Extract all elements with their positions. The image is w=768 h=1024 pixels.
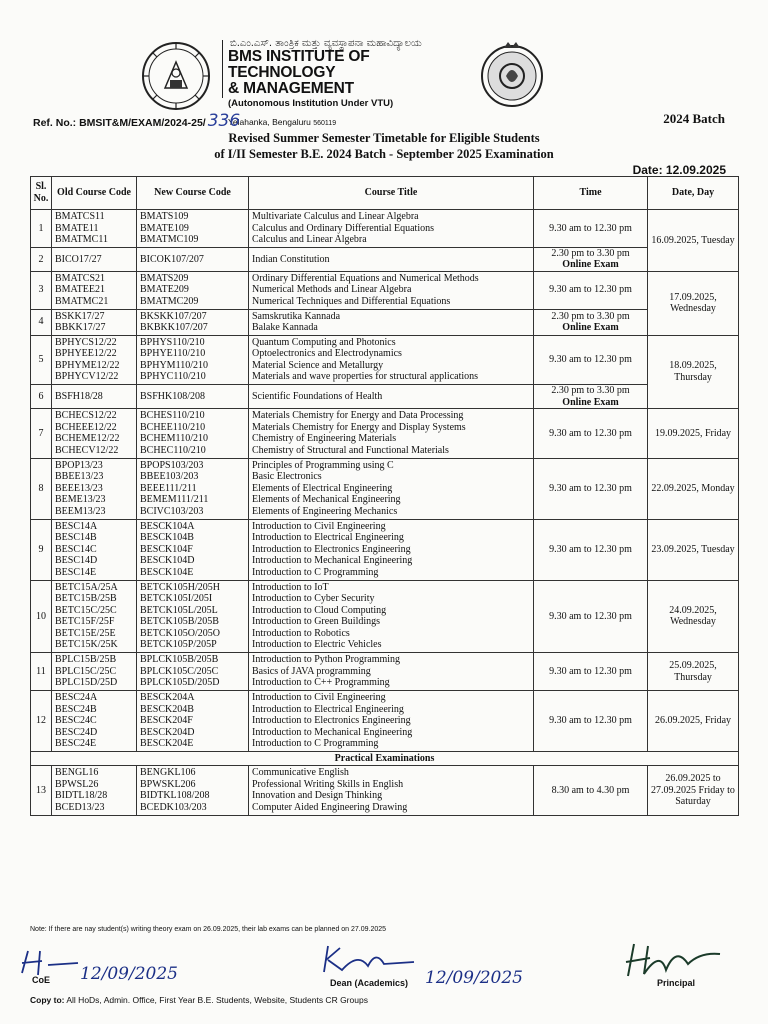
course-titles-line: Professional Writing Skills in English bbox=[252, 778, 404, 790]
new-course-codes-line: BETCK105H/205H bbox=[140, 581, 220, 593]
course-titles bbox=[249, 409, 534, 458]
new-course-codes-line: BMATMC209 bbox=[140, 295, 199, 307]
old-course-codes bbox=[52, 271, 137, 309]
old-course-codes-line: BPWSL26 bbox=[55, 778, 99, 790]
table-row bbox=[31, 247, 739, 271]
new-course-codes-line: BCHEM110/210 bbox=[140, 433, 208, 445]
old-course-codes-line: BCHEME12/22 bbox=[55, 433, 120, 445]
old-course-codes bbox=[52, 519, 137, 580]
new-course-codes-line: BPOPS103/203 bbox=[140, 459, 204, 471]
serial-number: 5 bbox=[31, 335, 52, 384]
old-course-codes bbox=[52, 653, 137, 691]
course-titles-line: Introduction to C Programming bbox=[252, 566, 379, 578]
new-course-codes-line: BPLCK105C/205C bbox=[140, 665, 219, 677]
course-titles-line: Introduction to Electrical Engineering bbox=[252, 703, 404, 715]
old-course-codes-line: BCED13/23 bbox=[55, 801, 105, 813]
old-course-codes bbox=[52, 580, 137, 653]
new-course-codes-line: BCHEE110/210 bbox=[140, 421, 206, 433]
course-titles-line: Introduction to IoT bbox=[252, 581, 329, 593]
new-course-codes-line: BESCK104A bbox=[140, 520, 195, 532]
principal-label: Principal bbox=[657, 978, 696, 988]
coe-label: CoE bbox=[32, 975, 50, 985]
old-course-codes-line: BETC15C/25C bbox=[55, 604, 117, 616]
exam-time-range: 2.30 pm to 3.30 pm bbox=[551, 247, 630, 259]
course-titles-line: Introduction to Electronics Engineering bbox=[252, 715, 411, 727]
old-course-codes-line: BPHYEE12/22 bbox=[55, 348, 117, 360]
pincode: 560119 bbox=[313, 120, 337, 127]
new-course-codes-line: BPLCK105B/205B bbox=[140, 654, 219, 666]
practical-heading-row bbox=[31, 751, 739, 765]
course-titles-line: Materials Chemistry for Energy and Display Systems bbox=[252, 421, 466, 433]
old-course-codes bbox=[52, 690, 137, 751]
serial-number: 3 bbox=[31, 271, 52, 309]
copy-to: Copy to: All HoDs, Admin. Office, First Year B.E. Students, Website, Students CR Groups bbox=[30, 995, 368, 1005]
new-course-codes bbox=[137, 765, 249, 815]
new-course-codes-line: BESCK104F bbox=[140, 543, 193, 555]
old-course-codes bbox=[52, 335, 137, 384]
new-course-codes-line: BCIVC103/203 bbox=[140, 505, 204, 517]
serial-number: 2 bbox=[31, 247, 52, 271]
course-titles-line: Computer Aided Engineering Drawing bbox=[252, 801, 408, 813]
course-titles-line: Balake Kannada bbox=[252, 322, 318, 334]
new-course-codes-line: BESCK204A bbox=[140, 692, 195, 704]
exam-date-day: 22.09.2025, Monday bbox=[648, 458, 739, 519]
old-course-codes bbox=[52, 210, 137, 248]
course-titles-line: Introduction to C++ Programming bbox=[252, 677, 390, 689]
exam-date-day: 18.09.2025, Thursday bbox=[648, 335, 739, 408]
serial-number: 6 bbox=[31, 385, 52, 409]
coe-signature-icon bbox=[18, 945, 88, 979]
course-titles bbox=[249, 765, 534, 815]
old-course-codes-line: BENGL16 bbox=[55, 767, 99, 779]
title-line-2: of I/II Semester B.E. 2024 Batch - September 2025 Examination bbox=[214, 147, 554, 161]
new-course-codes-line: BPHYC110/210 bbox=[140, 371, 206, 383]
old-course-codes bbox=[52, 458, 137, 519]
course-titles bbox=[249, 335, 534, 384]
new-course-codes bbox=[137, 580, 249, 653]
practical-heading: Practical Examinations bbox=[31, 751, 739, 765]
new-course-codes bbox=[137, 335, 249, 384]
institute-header bbox=[228, 38, 478, 127]
old-course-codes-line: BEEM13/23 bbox=[55, 505, 106, 517]
old-course-codes bbox=[52, 247, 137, 271]
course-titles-line: Elements of Mechanical Engineering bbox=[252, 494, 401, 506]
course-titles-line: Numerical Methods and Linear Algebra bbox=[252, 284, 412, 296]
new-course-codes bbox=[137, 309, 249, 335]
course-titles-line: Introduction to Electrical Engineering bbox=[252, 532, 404, 544]
course-titles bbox=[249, 690, 534, 751]
course-titles bbox=[249, 653, 534, 691]
new-course-codes-line: BESCK204F bbox=[140, 715, 193, 727]
old-course-codes-line: BCHECV12/22 bbox=[55, 444, 119, 456]
course-titles-line: Principles of Programming using C bbox=[252, 459, 394, 471]
course-titles bbox=[249, 519, 534, 580]
old-course-codes-line: BESC14A bbox=[55, 520, 98, 532]
course-titles-line: Chemistry of Engineering Materials bbox=[252, 433, 397, 445]
course-titles-line: Introduction to Robotics bbox=[252, 627, 350, 639]
old-course-codes-line: BESC24C bbox=[55, 715, 97, 727]
new-course-codes bbox=[137, 247, 249, 271]
new-course-codes-line: BCHEC110/210 bbox=[140, 444, 206, 456]
old-course-codes-line: BSFH18/28 bbox=[55, 390, 103, 402]
old-course-codes-line: BESC14C bbox=[55, 543, 97, 555]
table-header-row bbox=[31, 177, 739, 210]
exam-time: 8.30 am to 4.30 pm bbox=[534, 765, 648, 815]
course-titles-line: Optoelectronics and Electrodynamics bbox=[252, 348, 402, 360]
new-course-codes-line: BSFHK108/208 bbox=[140, 390, 206, 402]
exam-time: 9.30 am to 12.30 pm bbox=[534, 653, 648, 691]
old-course-codes-line: BPHYCS12/22 bbox=[55, 336, 117, 348]
old-course-codes-line: BMATEE21 bbox=[55, 284, 105, 296]
old-course-codes-line: BESC14D bbox=[55, 555, 98, 567]
exam-date-day: 24.09.2025, Wednesday bbox=[648, 580, 739, 653]
course-titles-line: Introduction to Electronics Engineering bbox=[252, 543, 411, 555]
new-course-codes bbox=[137, 409, 249, 458]
table-row bbox=[31, 519, 739, 580]
old-course-codes-line: BESC14B bbox=[55, 532, 97, 544]
course-titles bbox=[249, 580, 534, 653]
course-titles-line: Quantum Computing and Photonics bbox=[252, 336, 396, 348]
course-titles-line: Materials Chemistry for Energy and Data Processing bbox=[252, 410, 464, 422]
header-sl: Sl. No. bbox=[31, 177, 52, 210]
old-course-codes-line: BESC24A bbox=[55, 692, 98, 704]
serial-number: 11 bbox=[31, 653, 52, 691]
course-titles bbox=[249, 210, 534, 248]
new-course-codes-line: BETCK105B/205B bbox=[140, 616, 219, 628]
institute-subtitle: (Autonomous Institution Under VTU) bbox=[228, 98, 394, 109]
course-titles-line: Introduction to Mechanical Engineering bbox=[252, 726, 413, 738]
serial-number: 1 bbox=[31, 210, 52, 248]
course-titles-line: Introduction to Civil Engineering bbox=[252, 692, 386, 704]
new-course-codes bbox=[137, 385, 249, 409]
header-new-code: New Course Code bbox=[137, 177, 249, 210]
old-course-codes-line: BPLC15C/25C bbox=[55, 665, 117, 677]
new-course-codes-line: BKSKK107/207 bbox=[140, 310, 207, 322]
course-titles-line: Introduction to C Programming bbox=[252, 738, 379, 750]
course-titles-line: Basic Electronics bbox=[252, 471, 322, 483]
new-course-codes-line: BPHYS110/210 bbox=[140, 336, 205, 348]
table-row bbox=[31, 690, 739, 751]
header-old-code: Old Course Code bbox=[52, 177, 137, 210]
header-divider bbox=[222, 40, 223, 98]
institute-address: Yelahanka, Bengaluru 560119 bbox=[228, 117, 337, 127]
document-title bbox=[0, 130, 768, 162]
course-titles-line: Material Science and Metallurgy bbox=[252, 359, 384, 371]
old-course-codes-line: BETC15B/25B bbox=[55, 593, 117, 605]
course-titles bbox=[249, 385, 534, 409]
old-course-codes bbox=[52, 409, 137, 458]
new-course-codes-line: BCEDK103/203 bbox=[140, 801, 207, 813]
timetable-body bbox=[31, 210, 739, 816]
new-course-codes bbox=[137, 210, 249, 248]
old-course-codes-line: BPOP13/23 bbox=[55, 459, 103, 471]
course-titles-line: Calculus and Linear Algebra bbox=[252, 234, 367, 246]
old-course-codes-line: BMATCS11 bbox=[55, 211, 105, 223]
new-course-codes-line: BETCK105P/205P bbox=[140, 639, 217, 651]
serial-number: 12 bbox=[31, 690, 52, 751]
exam-date-day: 26.09.2025 to 27.09.2025 Friday to Saturday bbox=[648, 765, 739, 815]
course-titles-line: Scientific Foundations of Health bbox=[252, 390, 383, 402]
new-course-codes-line: BMATS209 bbox=[140, 272, 189, 284]
new-course-codes-line: BCHES110/210 bbox=[140, 410, 205, 422]
new-course-codes-line: BPWSKL206 bbox=[140, 778, 196, 790]
table-row bbox=[31, 409, 739, 458]
old-course-codes-line: BPLC15D/25D bbox=[55, 677, 118, 689]
old-course-codes-line: BETC15E/25E bbox=[55, 627, 116, 639]
handwritten-ref-number: 336 bbox=[207, 111, 241, 131]
course-titles-line: Introduction to Cyber Security bbox=[252, 593, 375, 605]
old-course-codes-line: BCHEEE12/22 bbox=[55, 421, 117, 433]
old-course-codes-line: BESC24B bbox=[55, 703, 97, 715]
course-titles-line: Calculus and Ordinary Differential Equations bbox=[252, 222, 434, 234]
document-date: Date: 12.09.2025 bbox=[632, 163, 726, 177]
course-titles-line: Introduction to Python Programming bbox=[252, 654, 401, 666]
coe-signature-date: 12/09/2025 bbox=[80, 964, 178, 984]
course-titles-line: Chemistry of Structural and Functional Materials bbox=[252, 444, 449, 456]
old-course-codes-line: BEEE13/23 bbox=[55, 482, 103, 494]
old-course-codes-line: BETC15K/25K bbox=[55, 639, 118, 651]
new-course-codes-line: BESCK204E bbox=[140, 738, 194, 750]
course-titles-line: Introduction to Green Buildings bbox=[252, 616, 381, 628]
dean-signature-date: 12/09/2025 bbox=[425, 968, 523, 988]
old-course-codes-line: BBEE13/23 bbox=[55, 471, 104, 483]
online-exam-label: Online Exam bbox=[562, 322, 619, 334]
exam-time: 9.30 am to 12.30 pm bbox=[534, 409, 648, 458]
new-course-codes-line: BICOK107/207 bbox=[140, 253, 204, 265]
header-course-title: Course Title bbox=[249, 177, 534, 210]
old-course-codes-line: BETC15F/25F bbox=[55, 616, 115, 628]
new-course-codes-line: BMATS109 bbox=[140, 211, 189, 223]
old-course-codes-line: BPHYCV12/22 bbox=[55, 371, 119, 383]
course-titles bbox=[249, 309, 534, 335]
exam-time: 9.30 am to 12.30 pm bbox=[534, 580, 648, 653]
title-line-1: Revised Summer Semester Timetable for Eligible Students bbox=[228, 131, 540, 145]
old-course-codes-line: BMATMC21 bbox=[55, 295, 109, 307]
new-course-codes-line: BESCK104B bbox=[140, 532, 194, 544]
table-row bbox=[31, 210, 739, 248]
footer-note: Note: If there are nay student(s) writing theory exam on 26.09.2025, their lab exams can be planned on 27.09.2025 bbox=[30, 926, 387, 933]
new-course-codes bbox=[137, 519, 249, 580]
old-course-codes-line: BIDTL18/28 bbox=[55, 790, 108, 802]
exam-date-day: 17.09.2025, Wednesday bbox=[648, 271, 739, 335]
course-titles-line: Basics of JAVA programming bbox=[252, 665, 371, 677]
new-course-codes-line: BPHYE110/210 bbox=[140, 348, 206, 360]
new-course-codes-line: BMATE109 bbox=[140, 222, 189, 234]
new-course-codes-line: BENGKL106 bbox=[140, 767, 196, 779]
old-course-codes-line: BCHECS12/22 bbox=[55, 410, 117, 422]
old-course-codes-line: BPHYME12/22 bbox=[55, 359, 120, 371]
new-course-codes bbox=[137, 271, 249, 309]
exam-date-day: 19.09.2025, Friday bbox=[648, 409, 739, 458]
old-course-codes-line: BMATMC11 bbox=[55, 234, 108, 246]
new-course-codes-line: BMATE209 bbox=[140, 284, 189, 296]
new-course-codes-line: BEMEM111/211 bbox=[140, 494, 209, 506]
course-titles-line: Elements of Electrical Engineering bbox=[252, 482, 393, 494]
header-time: Time bbox=[534, 177, 648, 210]
old-course-codes-line: BMATCS21 bbox=[55, 272, 106, 284]
old-course-codes-line: BESC24D bbox=[55, 726, 98, 738]
new-course-codes bbox=[137, 458, 249, 519]
exam-date-day: 26.09.2025, Friday bbox=[648, 690, 739, 751]
table-row bbox=[31, 385, 739, 409]
course-titles bbox=[249, 271, 534, 309]
course-titles-line: Introduction to Mechanical Engineering bbox=[252, 555, 413, 567]
new-course-codes-line: BESCK104D bbox=[140, 555, 195, 567]
new-course-codes-line: BPHYM110/210 bbox=[140, 359, 208, 371]
trust-emblem-icon bbox=[478, 38, 546, 110]
institute-name-kannada: ಬಿ.ಎಂ.ಎಸ್. ತಾಂತ್ರಿಕ ಮತ್ತು ವ್ಯವಸ್ಥಾಪನಾ ಮಹಾವಿದ್ಯಾಲಯ bbox=[230, 38, 422, 49]
exam-time: 9.30 am to 12.30 pm bbox=[534, 519, 648, 580]
old-course-codes-line: BEME13/23 bbox=[55, 494, 106, 506]
online-exam-label: Online Exam bbox=[562, 396, 619, 408]
table-row bbox=[31, 271, 739, 309]
course-titles bbox=[249, 247, 534, 271]
principal-signature-icon bbox=[620, 940, 730, 980]
course-titles-line: Introduction to Civil Engineering bbox=[252, 520, 386, 532]
serial-number: 8 bbox=[31, 458, 52, 519]
course-titles-line: Innovation and Design Thinking bbox=[252, 790, 383, 802]
table-row bbox=[31, 653, 739, 691]
exam-time: 9.30 am to 12.30 pm bbox=[534, 690, 648, 751]
dean-signature-icon bbox=[318, 942, 418, 976]
exam-time-range: 2.30 pm to 3.30 pm bbox=[551, 310, 630, 322]
institute-name-line2: & MANAGEMENT bbox=[228, 80, 354, 97]
new-course-codes-line: BEEE111/211 bbox=[140, 482, 197, 494]
exam-time bbox=[534, 247, 648, 271]
old-course-codes-line: BMATE11 bbox=[55, 222, 99, 234]
course-titles-line: Introduction to Cloud Computing bbox=[252, 604, 387, 616]
exam-time bbox=[534, 309, 648, 335]
serial-number: 13 bbox=[31, 765, 52, 815]
bmsit-logo-icon bbox=[135, 40, 217, 112]
exam-time: 9.30 am to 12.30 pm bbox=[534, 271, 648, 309]
timetable-table bbox=[30, 176, 739, 816]
course-titles-line: Indian Constitution bbox=[252, 253, 330, 265]
exam-time-range: 2.30 pm to 3.30 pm bbox=[551, 385, 630, 397]
new-course-codes-line: BESCK204B bbox=[140, 703, 194, 715]
new-course-codes-line: BMATMC109 bbox=[140, 234, 199, 246]
new-course-codes-line: BESCK104E bbox=[140, 566, 194, 578]
exam-date-day: 25.09.2025, Thursday bbox=[648, 653, 739, 691]
serial-number: 10 bbox=[31, 580, 52, 653]
institute-name-line1: BMS INSTITUTE OF TECHNOLOGY bbox=[228, 48, 370, 81]
exam-time bbox=[534, 385, 648, 409]
old-course-codes-line: BICO17/27 bbox=[55, 253, 102, 265]
table-row bbox=[31, 580, 739, 653]
exam-time: 9.30 am to 12.30 pm bbox=[534, 458, 648, 519]
new-course-codes-line: BETCK105I/205I bbox=[140, 593, 213, 605]
batch-label: 2024 Batch bbox=[663, 111, 725, 126]
exam-time: 9.30 am to 12.30 pm bbox=[534, 210, 648, 248]
old-course-codes-line: BETC15A/25A bbox=[55, 581, 118, 593]
course-titles-line: Multivariate Calculus and Linear Algebra bbox=[252, 211, 419, 223]
table-row bbox=[31, 335, 739, 384]
table-row bbox=[31, 458, 739, 519]
old-course-codes-line: BBKK17/27 bbox=[55, 322, 106, 334]
new-course-codes-line: BETCK105L/205L bbox=[140, 604, 218, 616]
serial-number: 4 bbox=[31, 309, 52, 335]
exam-time: 9.30 am to 12.30 pm bbox=[534, 335, 648, 384]
new-course-codes-line: BESCK204D bbox=[140, 726, 195, 738]
course-titles-line: Materials and wave properties for structural applications bbox=[252, 371, 479, 383]
header-date-day: Date, Day bbox=[648, 177, 739, 210]
old-course-codes bbox=[52, 385, 137, 409]
serial-number: 9 bbox=[31, 519, 52, 580]
table-row bbox=[31, 765, 739, 815]
table-row bbox=[31, 309, 739, 335]
serial-number: 7 bbox=[31, 409, 52, 458]
course-titles-line: Elements of Engineering Mechanics bbox=[252, 505, 398, 517]
old-course-codes-line: BESC24E bbox=[55, 738, 97, 750]
exam-date-day: 23.09.2025, Tuesday bbox=[648, 519, 739, 580]
old-course-codes bbox=[52, 765, 137, 815]
new-course-codes bbox=[137, 653, 249, 691]
exam-date-day: 16.09.2025, Tuesday bbox=[648, 210, 739, 272]
new-course-codes-line: BETCK105O/205O bbox=[140, 627, 220, 639]
course-titles-line: Introduction to Electric Vehicles bbox=[252, 639, 382, 651]
course-titles-line: Ordinary Differential Equations and Numerical Methods bbox=[252, 272, 479, 284]
old-course-codes bbox=[52, 309, 137, 335]
old-course-codes-line: BSKK17/27 bbox=[55, 310, 105, 322]
course-titles-line: Communicative English bbox=[252, 767, 349, 779]
old-course-codes-line: BPLC15B/25B bbox=[55, 654, 117, 666]
course-titles-line: Numerical Techniques and Differential Equations bbox=[252, 295, 451, 307]
new-course-codes-line: BIDTKL108/208 bbox=[140, 790, 210, 802]
reference-number: Ref. No.: BMSIT&M/EXAM/2024-25/ 336 bbox=[33, 111, 241, 131]
old-course-codes-line: BESC14E bbox=[55, 566, 97, 578]
new-course-codes-line: BBEE103/203 bbox=[140, 471, 199, 483]
new-course-codes-line: BKBKK107/207 bbox=[140, 322, 208, 334]
dean-label: Dean (Academics) bbox=[330, 978, 409, 988]
new-course-codes-line: BPLCK105D/205D bbox=[140, 677, 220, 689]
course-titles bbox=[249, 458, 534, 519]
online-exam-label: Online Exam bbox=[562, 259, 619, 271]
course-titles-line: Samskrutika Kannada bbox=[252, 310, 341, 322]
new-course-codes bbox=[137, 690, 249, 751]
